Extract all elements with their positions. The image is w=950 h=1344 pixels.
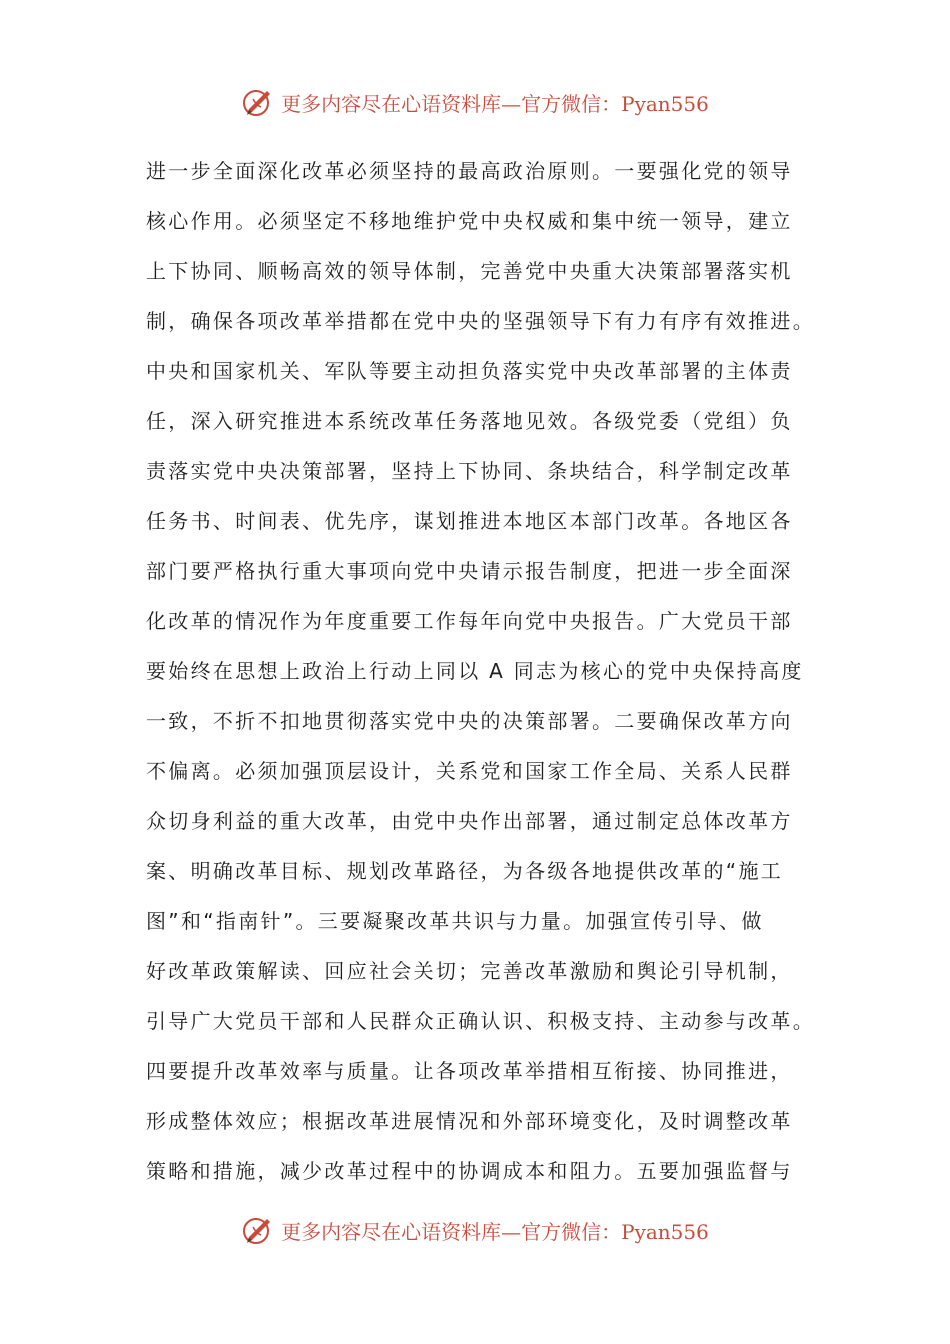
body-line: 不偏离。必须加强顶层设计，关系党和国家工作全局、关系人民群 bbox=[146, 759, 793, 783]
body-line: 任务书、时间表、优先序，谋划推进本地区本部门改革。各地区各 bbox=[146, 509, 793, 533]
body-line: 责落实党中央决策部署，坚持上下协同、条块结合，科学制定改革 bbox=[146, 459, 793, 483]
body-line: 众切身利益的重大改革，由党中央作出部署，通过制定总体改革方 bbox=[146, 809, 793, 833]
document-body bbox=[146, 146, 826, 1196]
body-line: 引导广大党员干部和人民群众正确认识、积极支持、主动参与改革。 bbox=[146, 1009, 815, 1033]
body-line: 上下协同、顺畅高效的领导体制，完善党中央重大决策部署落实机 bbox=[146, 259, 793, 283]
body-line: 形成整体效应；根据改革进展情况和外部环境变化，及时调整改革 bbox=[146, 1109, 793, 1133]
body-line: 图”和“指南针”。三要凝聚改革共识与力量。加强宣传引导、做 bbox=[146, 909, 764, 933]
body-line: 核心作用。必须坚定不移地维护党中央权威和集中统一领导，建立 bbox=[146, 209, 793, 233]
body-line: 进一步全面深化改革必须坚持的最高政治原则。一要强化党的领导 bbox=[146, 159, 793, 183]
header-banner bbox=[0, 80, 950, 124]
footer-banner bbox=[0, 1208, 950, 1252]
footer-banner-content bbox=[241, 1213, 709, 1247]
body-line: 一致，不折不扣地贯彻落实党中央的决策部署。二要确保改革方向 bbox=[146, 709, 793, 733]
body-line: 案、明确改革目标、规划改革路径，为各级各地提供改革的“施工 bbox=[146, 859, 784, 883]
pen-logo-icon bbox=[241, 85, 275, 119]
header-banner-content bbox=[241, 85, 709, 119]
body-line: 策略和措施，减少改革过程中的协调成本和阻力。五要加强监督与 bbox=[146, 1159, 793, 1183]
header-banner-text: 更多内容尽在心语资料库—官方微信：Pyan556 bbox=[281, 91, 709, 116]
body-line: 制，确保各项改革举措都在党中央的坚强领导下有力有序有效推进。 bbox=[146, 309, 815, 333]
body-line: 部门要严格执行重大事项向党中央请示报告制度，把进一步全面深 bbox=[146, 559, 793, 583]
body-line: 化改革的情况作为年度重要工作每年向党中央报告。广大党员干部 bbox=[146, 609, 793, 633]
body-line: 中央和国家机关、军队等要主动担负落实党中央改革部署的主体责 bbox=[146, 359, 793, 383]
body-line: 四要提升改革效率与质量。让各项改革举措相互衔接、协同推进， bbox=[146, 1059, 793, 1083]
pen-logo-icon bbox=[241, 1213, 275, 1247]
body-line: 好改革政策解读、回应社会关切；完善改革激励和舆论引导机制， bbox=[146, 959, 793, 983]
body-line: 任，深入研究推进本系统改革任务落地见效。各级党委（党组）负 bbox=[146, 409, 793, 433]
footer-banner-text: 更多内容尽在心语资料库—官方微信：Pyan556 bbox=[281, 1219, 709, 1244]
body-line: 要始终在思想上政治上行动上同以 A 同志为核心的党中央保持高度 bbox=[146, 659, 804, 683]
